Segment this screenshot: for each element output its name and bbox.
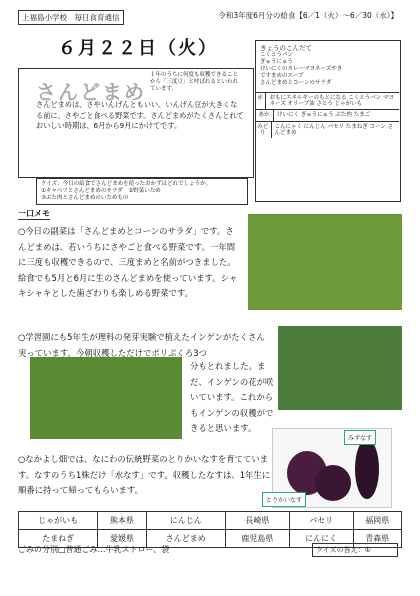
harvest-bags-photo: [30, 357, 182, 439]
menu-item: けいにくのカレーマヨネーズやき: [260, 66, 343, 72]
memo-paragraph-2: ○学習園にも5年生が理科の発芽実験で植えたインゲンがたくさん実っています。今朝収穫しただけでポリぶくろ3つ: [18, 332, 265, 358]
menu-item: さんどまめとコーンのサラダ: [260, 80, 332, 86]
quiz-line-1: クイズ：今日の給食でさんどまめを使ったおかずはどれでしょうか。: [41, 181, 212, 187]
origin-cell: さんどまめ: [146, 530, 225, 548]
school-label: 上福島小学校 毎日食育通信: [18, 10, 124, 25]
feature-note: １年のうちに何度も収穫できることから「三度豆」と呼ばれるといわれています。: [150, 72, 239, 92]
menu-item: ですまめのスープ: [260, 73, 304, 79]
origin-cell: 鹿児島県: [225, 530, 289, 548]
memo-paragraph-1: ○今日の副菜は「さんどまめとコーンのサラダ」です。さんどまめは、若いうちにさやごと食べる野菜です。一年間に三度も収穫できるので、三度まめと名前がつきました。給食でも5月と6月に生のさんどまめを使っています。シャキシャキとした歯ざわりも楽しめる野菜です。: [18, 226, 238, 298]
menu-item: こくとうパン: [260, 52, 294, 58]
origin-row: [19, 512, 402, 530]
origin-cell: たまねぎ: [19, 530, 98, 548]
origin-cell: じゃがいも: [19, 512, 98, 530]
quiz-line-3: ③ぶた肉とさんどまめのいためもの: [41, 195, 129, 201]
nutrient-key: 赤: [255, 93, 266, 109]
origin-cell: パセリ: [289, 512, 353, 530]
feature-title: さんどまめ: [36, 80, 146, 104]
nutrient-value: こんにゃく にんじん パセリ たまねぎ コーン さんどまめ: [274, 123, 394, 136]
nutrient-row: [255, 92, 399, 109]
origin-cell: 愛媛県: [98, 530, 146, 548]
nutrient-value: けいにく ぎゅうにゅう ぶた肉 たまご: [277, 112, 371, 119]
nutrient-row: [255, 121, 399, 138]
memo-tag: 一口メモ: [18, 209, 50, 218]
feature-text: さんどまめは、さやいんげんともいい、いんげん豆が大きくなる前に、さやごと食べる野菜です。さんどまめがたくさんとれておいしい時期は、6月から9月にかけてです。: [36, 100, 244, 130]
quiz-box: [36, 178, 248, 205]
origin-cell: にんじん: [146, 512, 225, 530]
period-title: 令和3年度6月分の給食【6／1（火）～6／30（水）】: [218, 11, 398, 20]
nutrient-table: [255, 92, 399, 138]
menu-list: [260, 52, 342, 87]
origin-cell: 青森県: [353, 530, 401, 548]
origin-cell: 福岡県: [353, 512, 401, 530]
mizunasu-label: みずなす: [344, 430, 376, 445]
menu-title: きょうのこんだて: [260, 44, 312, 52]
memo-paragraph-3: ○なかよし畑では、なにわの伝統野菜のとりかいなすを育てています。なすのうち1株だけ「水なす」です。収穫したなすは、1年生に順番に持って帰ってもらいます。: [18, 454, 271, 495]
origin-cell: 長崎県: [225, 512, 289, 530]
quiz-line-2: ①キャベツとさんどまめのサラダ ②野菜いため: [41, 188, 161, 194]
quiz-answer: クイズの答え：①: [312, 543, 398, 557]
origin-cell: 熊本県: [98, 512, 146, 530]
nutrient-value: おもにエネルギーのもとになる こくとうパン マヨネーズ オリーブ油 さとう じゃがいも: [269, 95, 394, 108]
bean-plant-photo: [278, 326, 402, 410]
nutrient-key: あか: [255, 110, 274, 120]
green-beans-photo: [248, 214, 402, 310]
nutrient-key: みどり: [255, 122, 272, 138]
origin-cell: にんにく: [289, 530, 353, 548]
trash-note: ごみの分別□普通ごみ…牛乳ストロー、袋: [18, 545, 170, 554]
menu-item: ぎゅうにゅう: [260, 59, 293, 65]
nutrient-row: [255, 109, 399, 120]
torikainasu-label: とりかいなす: [262, 492, 306, 507]
memo-paragraph-2b: 分もとれました。まだ、インゲンの花が咲いています。これからもインゲンの収穫ができると思います。: [190, 361, 274, 433]
date-title: ６月２２日（火）: [58, 38, 218, 59]
